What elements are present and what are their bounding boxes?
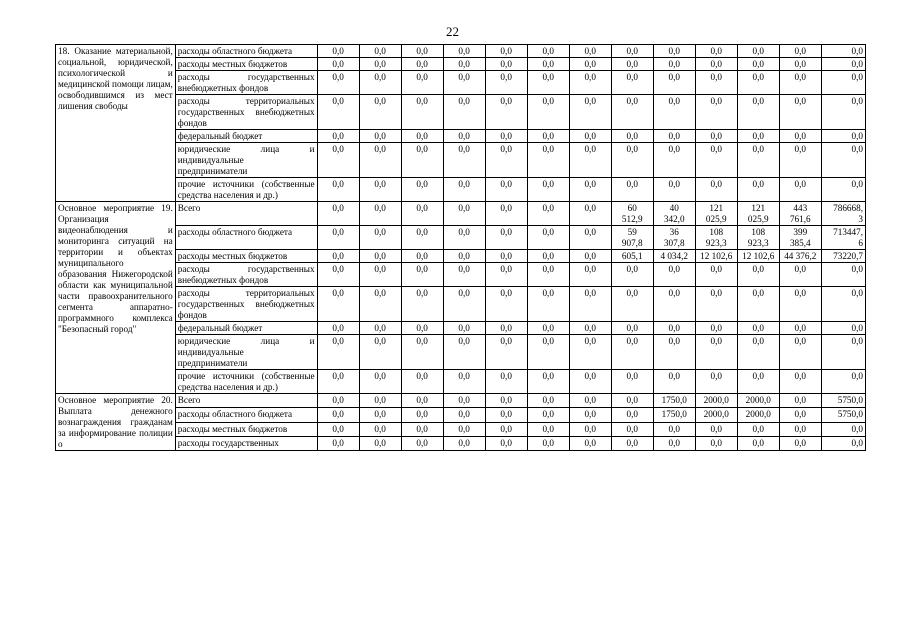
amount-cell: 108 923,3 — [695, 226, 737, 250]
amount-cell: 0,0 — [401, 71, 443, 95]
amount-cell: 0,0 — [653, 263, 695, 287]
amount-cell: 0,0 — [653, 130, 695, 143]
amount-cell: 0,0 — [359, 335, 401, 370]
amount-cell: 0,0 — [569, 143, 611, 178]
amount-cell: 0,0 — [443, 226, 485, 250]
amount-cell: 0,0 — [821, 143, 865, 178]
amount-cell: 0,0 — [779, 287, 821, 322]
amount-cell: 0,0 — [359, 226, 401, 250]
amount-cell: 0,0 — [611, 335, 653, 370]
amount-cell: 0,0 — [569, 202, 611, 226]
amount-cell: 0,0 — [611, 45, 653, 58]
amount-cell: 59 907,8 — [611, 226, 653, 250]
amount-cell: 0,0 — [821, 436, 865, 450]
table-row — [56, 130, 866, 143]
amount-cell: 0,0 — [485, 226, 527, 250]
amount-cell: 0,0 — [569, 95, 611, 130]
amount-cell: 0,0 — [569, 335, 611, 370]
amount-cell: 2000,0 — [695, 394, 737, 408]
amount-cell: 0,0 — [779, 71, 821, 95]
amount-cell: 0,0 — [485, 250, 527, 263]
amount-cell: 399 385,4 — [779, 226, 821, 250]
amount-cell: 0,0 — [443, 45, 485, 58]
amount-cell: 0,0 — [737, 263, 779, 287]
amount-cell: 0,0 — [359, 58, 401, 71]
amount-cell: 0,0 — [359, 202, 401, 226]
amount-cell: 0,0 — [443, 250, 485, 263]
amount-cell: 0,0 — [359, 71, 401, 95]
amount-cell: 0,0 — [401, 178, 443, 202]
amount-cell: 0,0 — [527, 58, 569, 71]
table-row — [56, 436, 866, 450]
amount-cell: 0,0 — [527, 436, 569, 450]
amount-cell: 0,0 — [401, 250, 443, 263]
amount-cell: 5750,0 — [821, 394, 865, 408]
amount-cell: 0,0 — [779, 335, 821, 370]
amount-cell: 0,0 — [443, 394, 485, 408]
amount-cell: 0,0 — [443, 287, 485, 322]
amount-cell: 0,0 — [359, 178, 401, 202]
funding-source-cell: расходы местных бюджетов — [175, 58, 317, 71]
amount-cell: 0,0 — [653, 178, 695, 202]
amount-cell: 0,0 — [443, 422, 485, 436]
amount-cell: 0,0 — [359, 143, 401, 178]
funding-source-cell: расходы государственных внебюджетных фондов — [175, 71, 317, 95]
amount-cell: 0,0 — [359, 408, 401, 422]
amount-cell: 0,0 — [317, 322, 359, 335]
amount-cell: 1750,0 — [653, 394, 695, 408]
amount-cell: 0,0 — [443, 95, 485, 130]
amount-cell: 0,0 — [527, 408, 569, 422]
amount-cell: 12 102,6 — [695, 250, 737, 263]
amount-cell: 0,0 — [359, 322, 401, 335]
amount-cell: 0,0 — [569, 45, 611, 58]
amount-cell: 0,0 — [443, 335, 485, 370]
amount-cell: 0,0 — [611, 436, 653, 450]
amount-cell: 0,0 — [695, 335, 737, 370]
funding-source-cell: юридические лица и индивидуальные предприниматели — [175, 143, 317, 178]
amount-cell: 0,0 — [485, 394, 527, 408]
amount-cell: 0,0 — [485, 58, 527, 71]
amount-cell: 0,0 — [527, 422, 569, 436]
amount-cell: 0,0 — [821, 335, 865, 370]
funding-source-cell: прочие источники (собственные средства населения и др.) — [175, 178, 317, 202]
table-row — [56, 45, 866, 58]
amount-cell: 0,0 — [653, 58, 695, 71]
amount-cell: 0,0 — [317, 408, 359, 422]
amount-cell: 0,0 — [401, 130, 443, 143]
amount-cell: 0,0 — [779, 143, 821, 178]
amount-cell: 0,0 — [527, 45, 569, 58]
amount-cell: 0,0 — [443, 58, 485, 71]
amount-cell: 0,0 — [359, 45, 401, 58]
amount-cell: 0,0 — [527, 394, 569, 408]
amount-cell: 0,0 — [443, 143, 485, 178]
amount-cell: 0,0 — [653, 370, 695, 394]
table-row — [56, 95, 866, 130]
amount-cell: 0,0 — [317, 130, 359, 143]
amount-cell: 0,0 — [401, 394, 443, 408]
amount-cell: 0,0 — [359, 130, 401, 143]
amount-cell: 2000,0 — [737, 394, 779, 408]
amount-cell: 0,0 — [401, 408, 443, 422]
amount-cell: 786668, 3 — [821, 202, 865, 226]
amount-cell: 0,0 — [611, 143, 653, 178]
amount-cell: 0,0 — [317, 226, 359, 250]
amount-cell: 0,0 — [611, 178, 653, 202]
amount-cell: 0,0 — [443, 130, 485, 143]
amount-cell: 0,0 — [359, 263, 401, 287]
amount-cell: 0,0 — [569, 287, 611, 322]
table-row — [56, 287, 866, 322]
amount-cell: 0,0 — [317, 263, 359, 287]
amount-cell: 0,0 — [359, 394, 401, 408]
amount-cell: 0,0 — [317, 436, 359, 450]
amount-cell: 0,0 — [527, 202, 569, 226]
amount-cell: 0,0 — [821, 287, 865, 322]
amount-cell: 0,0 — [527, 250, 569, 263]
amount-cell: 0,0 — [737, 422, 779, 436]
amount-cell: 0,0 — [401, 263, 443, 287]
amount-cell: 0,0 — [485, 408, 527, 422]
amount-cell: 0,0 — [611, 263, 653, 287]
table-row — [56, 202, 866, 226]
amount-cell: 0,0 — [611, 71, 653, 95]
amount-cell: 0,0 — [821, 95, 865, 130]
amount-cell: 4 034,2 — [653, 250, 695, 263]
amount-cell: 0,0 — [527, 143, 569, 178]
amount-cell: 0,0 — [569, 422, 611, 436]
amount-cell: 0,0 — [317, 45, 359, 58]
activity-cell: 18. Оказание материальной, социальной, юридической, психологической и медицинской помощи лицам, освободившимся из мест лишения свободы — [56, 45, 176, 202]
amount-cell: 0,0 — [821, 45, 865, 58]
amount-cell: 0,0 — [569, 408, 611, 422]
amount-cell: 0,0 — [779, 394, 821, 408]
amount-cell: 0,0 — [779, 45, 821, 58]
funding-source-cell: расходы территориальных государственных внебюджетных фондов — [175, 287, 317, 322]
amount-cell: 0,0 — [443, 370, 485, 394]
amount-cell: 0,0 — [611, 322, 653, 335]
amount-cell: 0,0 — [611, 422, 653, 436]
amount-cell: 0,0 — [695, 370, 737, 394]
amount-cell: 108 923,3 — [737, 226, 779, 250]
table-row — [56, 250, 866, 263]
amount-cell: 0,0 — [527, 370, 569, 394]
amount-cell: 0,0 — [695, 287, 737, 322]
amount-cell: 0,0 — [527, 226, 569, 250]
amount-cell: 0,0 — [611, 408, 653, 422]
amount-cell: 0,0 — [485, 263, 527, 287]
funding-source-cell: Всего — [175, 202, 317, 226]
amount-cell: 0,0 — [401, 422, 443, 436]
funding-source-cell: расходы местных бюджетов — [175, 250, 317, 263]
amount-cell: 0,0 — [779, 130, 821, 143]
amount-cell: 0,0 — [569, 370, 611, 394]
amount-cell: 0,0 — [779, 408, 821, 422]
amount-cell: 0,0 — [653, 436, 695, 450]
amount-cell: 0,0 — [569, 71, 611, 95]
table-row — [56, 226, 866, 250]
amount-cell: 1750,0 — [653, 408, 695, 422]
amount-cell: 0,0 — [317, 202, 359, 226]
table-row — [56, 408, 866, 422]
amount-cell: 0,0 — [653, 287, 695, 322]
amount-cell: 0,0 — [401, 436, 443, 450]
amount-cell: 0,0 — [737, 178, 779, 202]
amount-cell: 605,1 — [611, 250, 653, 263]
amount-cell: 0,0 — [611, 130, 653, 143]
amount-cell: 0,0 — [401, 58, 443, 71]
amount-cell: 0,0 — [695, 178, 737, 202]
amount-cell: 0,0 — [485, 45, 527, 58]
amount-cell: 0,0 — [569, 322, 611, 335]
amount-cell: 0,0 — [653, 322, 695, 335]
amount-cell: 0,0 — [443, 263, 485, 287]
amount-cell: 0,0 — [737, 45, 779, 58]
amount-cell: 0,0 — [527, 178, 569, 202]
amount-cell: 0,0 — [569, 58, 611, 71]
amount-cell: 0,0 — [317, 95, 359, 130]
amount-cell: 0,0 — [695, 71, 737, 95]
amount-cell: 443 761,6 — [779, 202, 821, 226]
amount-cell: 0,0 — [485, 143, 527, 178]
amount-cell: 0,0 — [779, 322, 821, 335]
amount-cell: 0,0 — [737, 95, 779, 130]
amount-cell: 0,0 — [443, 178, 485, 202]
amount-cell: 0,0 — [527, 335, 569, 370]
amount-cell: 0,0 — [821, 322, 865, 335]
amount-cell: 121 025,9 — [695, 202, 737, 226]
table-row — [56, 422, 866, 436]
amount-cell: 713447, 6 — [821, 226, 865, 250]
amount-cell: 0,0 — [359, 422, 401, 436]
activity-cell: Основное мероприятие 19. Организация видеонаблюдения и мониторинга ситуаций на территории и объектах муниципального образования Нижегородской области как муниципальной части правоохранительного сегмента аппаратно-программного комплекса "Безопасный город" — [56, 202, 176, 394]
activity-cell: Основное мероприятие 20. Выплата денежного вознаграждения гражданам за информирование полиции о — [56, 394, 176, 451]
amount-cell: 0,0 — [611, 370, 653, 394]
amount-cell: 0,0 — [611, 95, 653, 130]
amount-cell: 0,0 — [401, 322, 443, 335]
table-row — [56, 58, 866, 71]
amount-cell: 0,0 — [653, 71, 695, 95]
amount-cell: 0,0 — [695, 436, 737, 450]
amount-cell: 0,0 — [821, 130, 865, 143]
amount-cell: 0,0 — [443, 202, 485, 226]
amount-cell: 0,0 — [401, 202, 443, 226]
amount-cell: 0,0 — [401, 45, 443, 58]
amount-cell: 0,0 — [821, 422, 865, 436]
amount-cell: 0,0 — [485, 178, 527, 202]
amount-cell: 0,0 — [485, 322, 527, 335]
amount-cell: 44 376,2 — [779, 250, 821, 263]
amount-cell: 0,0 — [527, 130, 569, 143]
amount-cell: 0,0 — [359, 250, 401, 263]
amount-cell: 0,0 — [359, 95, 401, 130]
amount-cell: 0,0 — [821, 71, 865, 95]
amount-cell: 0,0 — [317, 335, 359, 370]
amount-cell: 0,0 — [569, 394, 611, 408]
amount-cell: 0,0 — [779, 178, 821, 202]
amount-cell: 0,0 — [569, 130, 611, 143]
amount-cell: 0,0 — [317, 250, 359, 263]
amount-cell: 5750,0 — [821, 408, 865, 422]
amount-cell: 0,0 — [821, 263, 865, 287]
table-row — [56, 322, 866, 335]
amount-cell: 0,0 — [401, 287, 443, 322]
amount-cell: 0,0 — [737, 130, 779, 143]
amount-cell: 0,0 — [779, 370, 821, 394]
amount-cell: 0,0 — [821, 178, 865, 202]
table-row — [56, 370, 866, 394]
amount-cell: 0,0 — [317, 422, 359, 436]
amount-cell: 2000,0 — [737, 408, 779, 422]
amount-cell: 0,0 — [737, 370, 779, 394]
amount-cell: 0,0 — [401, 335, 443, 370]
table-body — [56, 45, 866, 451]
amount-cell: 0,0 — [317, 143, 359, 178]
amount-cell: 0,0 — [485, 202, 527, 226]
amount-cell: 0,0 — [611, 287, 653, 322]
amount-cell: 0,0 — [779, 58, 821, 71]
amount-cell: 0,0 — [443, 71, 485, 95]
amount-cell: 0,0 — [527, 263, 569, 287]
amount-cell: 0,0 — [695, 130, 737, 143]
amount-cell: 0,0 — [485, 71, 527, 95]
amount-cell: 0,0 — [359, 436, 401, 450]
amount-cell: 121 025,9 — [737, 202, 779, 226]
funding-source-cell: расходы государственных внебюджетных фондов — [175, 263, 317, 287]
amount-cell: 0,0 — [569, 226, 611, 250]
amount-cell: 0,0 — [653, 335, 695, 370]
amount-cell: 0,0 — [485, 95, 527, 130]
amount-cell: 0,0 — [317, 394, 359, 408]
amount-cell: 0,0 — [317, 287, 359, 322]
amount-cell: 0,0 — [653, 422, 695, 436]
amount-cell: 0,0 — [611, 394, 653, 408]
amount-cell: 0,0 — [779, 422, 821, 436]
amount-cell: 0,0 — [401, 95, 443, 130]
table-row — [56, 394, 866, 408]
amount-cell: 0,0 — [569, 263, 611, 287]
amount-cell: 0,0 — [737, 287, 779, 322]
amount-cell: 0,0 — [779, 263, 821, 287]
amount-cell: 0,0 — [527, 322, 569, 335]
funding-source-cell: расходы территориальных государственных внебюджетных фондов — [175, 95, 317, 130]
amount-cell: 0,0 — [737, 335, 779, 370]
amount-cell: 0,0 — [821, 58, 865, 71]
amount-cell: 0,0 — [569, 250, 611, 263]
amount-cell: 0,0 — [401, 226, 443, 250]
amount-cell: 0,0 — [737, 71, 779, 95]
amount-cell: 60 512,9 — [611, 202, 653, 226]
amount-cell: 0,0 — [695, 143, 737, 178]
funding-source-cell: расходы областного бюджета — [175, 408, 317, 422]
budget-table — [55, 44, 866, 451]
amount-cell: 12 102,6 — [737, 250, 779, 263]
amount-cell: 0,0 — [485, 130, 527, 143]
amount-cell: 0,0 — [359, 370, 401, 394]
funding-source-cell: расходы областного бюджета — [175, 45, 317, 58]
amount-cell: 0,0 — [485, 287, 527, 322]
table-row — [56, 178, 866, 202]
amount-cell: 0,0 — [443, 322, 485, 335]
page-number: 22 — [446, 24, 459, 39]
amount-cell: 0,0 — [695, 95, 737, 130]
amount-cell: 2000,0 — [695, 408, 737, 422]
amount-cell: 0,0 — [527, 287, 569, 322]
amount-cell: 0,0 — [527, 95, 569, 130]
amount-cell: 0,0 — [695, 422, 737, 436]
funding-source-cell: юридические лица и индивидуальные предприниматели — [175, 335, 317, 370]
amount-cell: 0,0 — [443, 408, 485, 422]
amount-cell: 0,0 — [737, 143, 779, 178]
amount-cell: 40 342,0 — [653, 202, 695, 226]
funding-source-cell: федеральный бюджет — [175, 322, 317, 335]
amount-cell: 0,0 — [695, 263, 737, 287]
amount-cell: 0,0 — [485, 436, 527, 450]
funding-source-cell: расходы государственных — [175, 436, 317, 450]
amount-cell: 0,0 — [695, 58, 737, 71]
amount-cell: 0,0 — [401, 143, 443, 178]
funding-source-cell: расходы местных бюджетов — [175, 422, 317, 436]
amount-cell: 0,0 — [695, 322, 737, 335]
amount-cell: 0,0 — [485, 422, 527, 436]
amount-cell: 0,0 — [485, 335, 527, 370]
table-row — [56, 71, 866, 95]
amount-cell: 0,0 — [737, 436, 779, 450]
amount-cell: 0,0 — [317, 178, 359, 202]
amount-cell: 0,0 — [317, 71, 359, 95]
amount-cell: 36 307,8 — [653, 226, 695, 250]
amount-cell: 0,0 — [443, 436, 485, 450]
amount-cell: 0,0 — [821, 370, 865, 394]
amount-cell: 0,0 — [569, 436, 611, 450]
amount-cell: 0,0 — [653, 95, 695, 130]
amount-cell: 0,0 — [359, 287, 401, 322]
amount-cell: 0,0 — [401, 370, 443, 394]
amount-cell: 0,0 — [653, 143, 695, 178]
table-row — [56, 335, 866, 370]
table-row — [56, 263, 866, 287]
amount-cell: 0,0 — [317, 370, 359, 394]
amount-cell: 0,0 — [527, 71, 569, 95]
table-row — [56, 143, 866, 178]
amount-cell: 0,0 — [737, 58, 779, 71]
amount-cell: 0,0 — [779, 95, 821, 130]
amount-cell: 0,0 — [737, 322, 779, 335]
amount-cell: 0,0 — [569, 178, 611, 202]
funding-source-cell: Всего — [175, 394, 317, 408]
amount-cell: 0,0 — [485, 370, 527, 394]
amount-cell: 0,0 — [779, 436, 821, 450]
amount-cell: 0,0 — [611, 58, 653, 71]
funding-source-cell: расходы областного бюджета — [175, 226, 317, 250]
funding-source-cell: прочие источники (собственные средства населения и др.) — [175, 370, 317, 394]
amount-cell: 73220,7 — [821, 250, 865, 263]
funding-source-cell: федеральный бюджет — [175, 130, 317, 143]
amount-cell: 0,0 — [317, 58, 359, 71]
amount-cell: 0,0 — [653, 45, 695, 58]
amount-cell: 0,0 — [695, 45, 737, 58]
